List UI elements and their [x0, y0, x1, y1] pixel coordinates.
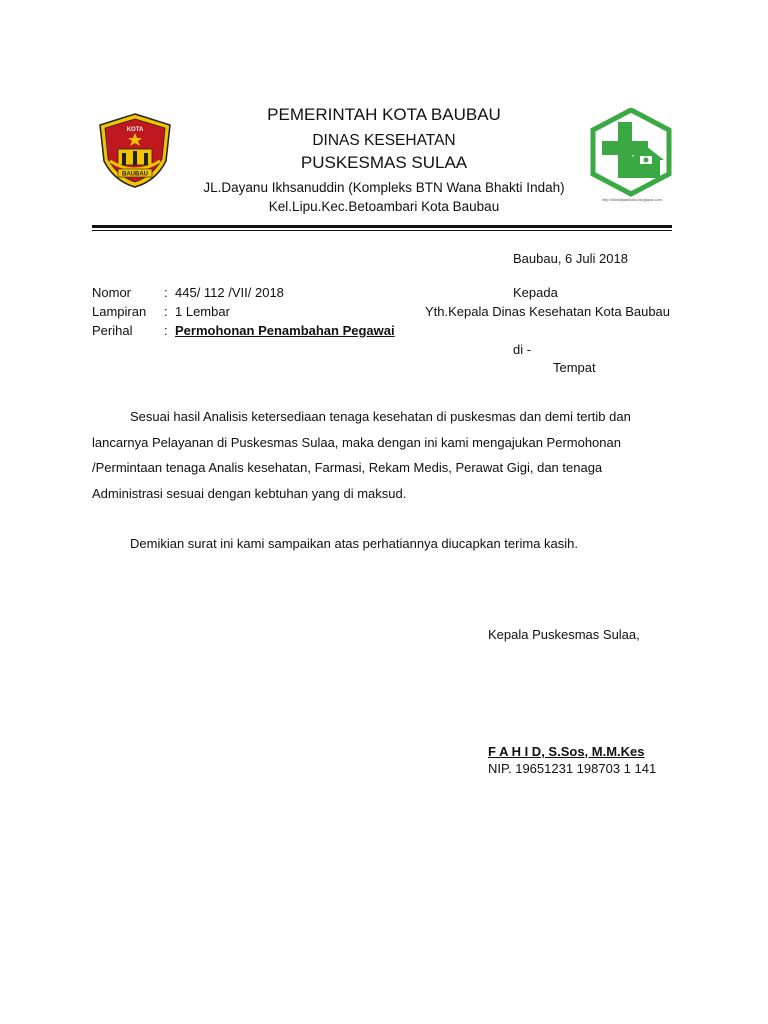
meta-sep-lampiran: : — [164, 304, 168, 319]
signature-name: F A H I D, S.Sos, M.M.Kes — [488, 744, 645, 759]
meta-value-nomor: 445/ 112 /VII/ 2018 — [175, 285, 284, 300]
header-divider-thin — [92, 230, 672, 231]
signature-nip: NIP. 19651231 198703 1 141 — [488, 761, 657, 776]
meta-value-lampiran: 1 Lembar — [175, 304, 230, 319]
recipient-tempat: Tempat — [553, 360, 596, 375]
meta-sep-perihal: : — [164, 323, 168, 338]
paragraph-1-line-4: Administrasi sesuai dengan kebtuhan yang di maksud. — [92, 486, 407, 501]
paragraph-1-line-3: /Permintaan tenaga Analis kesehatan, Farmasi, Rekam Medis, Perawat Gigi, dan tenaga — [92, 460, 603, 475]
meta-label-perihal: Perihal — [92, 323, 133, 338]
recipient-kepada: Kepada — [513, 285, 558, 300]
paragraph-1-line-1: Sesuai hasil Analisis ketersediaan tenaga kesehatan di puskesmas dan demi tertib dan — [130, 409, 631, 424]
meta-label-nomor: Nomor — [92, 285, 132, 300]
recipient-di: di - — [513, 342, 532, 357]
header-divider-thick — [92, 225, 672, 228]
paragraph-2: Demikian surat ini kami sampaikan atas perhatiannya diucapkan terima kasih. — [130, 536, 578, 551]
recipient-yth: Yth.Kepala Dinas Kesehatan Kota Baubau — [425, 304, 671, 319]
signature-title: Kepala Puskesmas Sulaa, — [488, 627, 640, 642]
address-line-1: JL.Dayanu Ikhsanuddin (Kompleks BTN Wana Bhakti Indah) — [203, 180, 565, 195]
address-line-2: Kel.Lipu.Kec.Betoambari Kota Baubau — [268, 199, 500, 214]
emblem-top-text: KOTA — [126, 127, 144, 133]
meta-value-perihal: Permohonan Penambahan Pegawai — [175, 323, 395, 338]
meta-sep-nomor: : — [164, 285, 168, 300]
meta-label-lampiran: Lampiran — [92, 304, 147, 319]
paragraph-1-line-2: lancarnya Pelayanan di Puskesmas Sulaa, maka dengan ini kami mengajukan Permohonan — [92, 435, 621, 450]
unit-title: PUSKESMAS SULAA — [300, 153, 468, 172]
logo-source-url: http://kliniktjiambalu.blogspot.com — [602, 197, 662, 202]
place-date: Baubau, 6 Juli 2018 — [513, 251, 628, 266]
government-title: PEMERINTAH KOTA BAUBAU — [267, 105, 501, 124]
office-title: DINAS KESEHATAN — [312, 132, 456, 149]
emblem-bottom-text: BAUBAU — [122, 171, 148, 178]
